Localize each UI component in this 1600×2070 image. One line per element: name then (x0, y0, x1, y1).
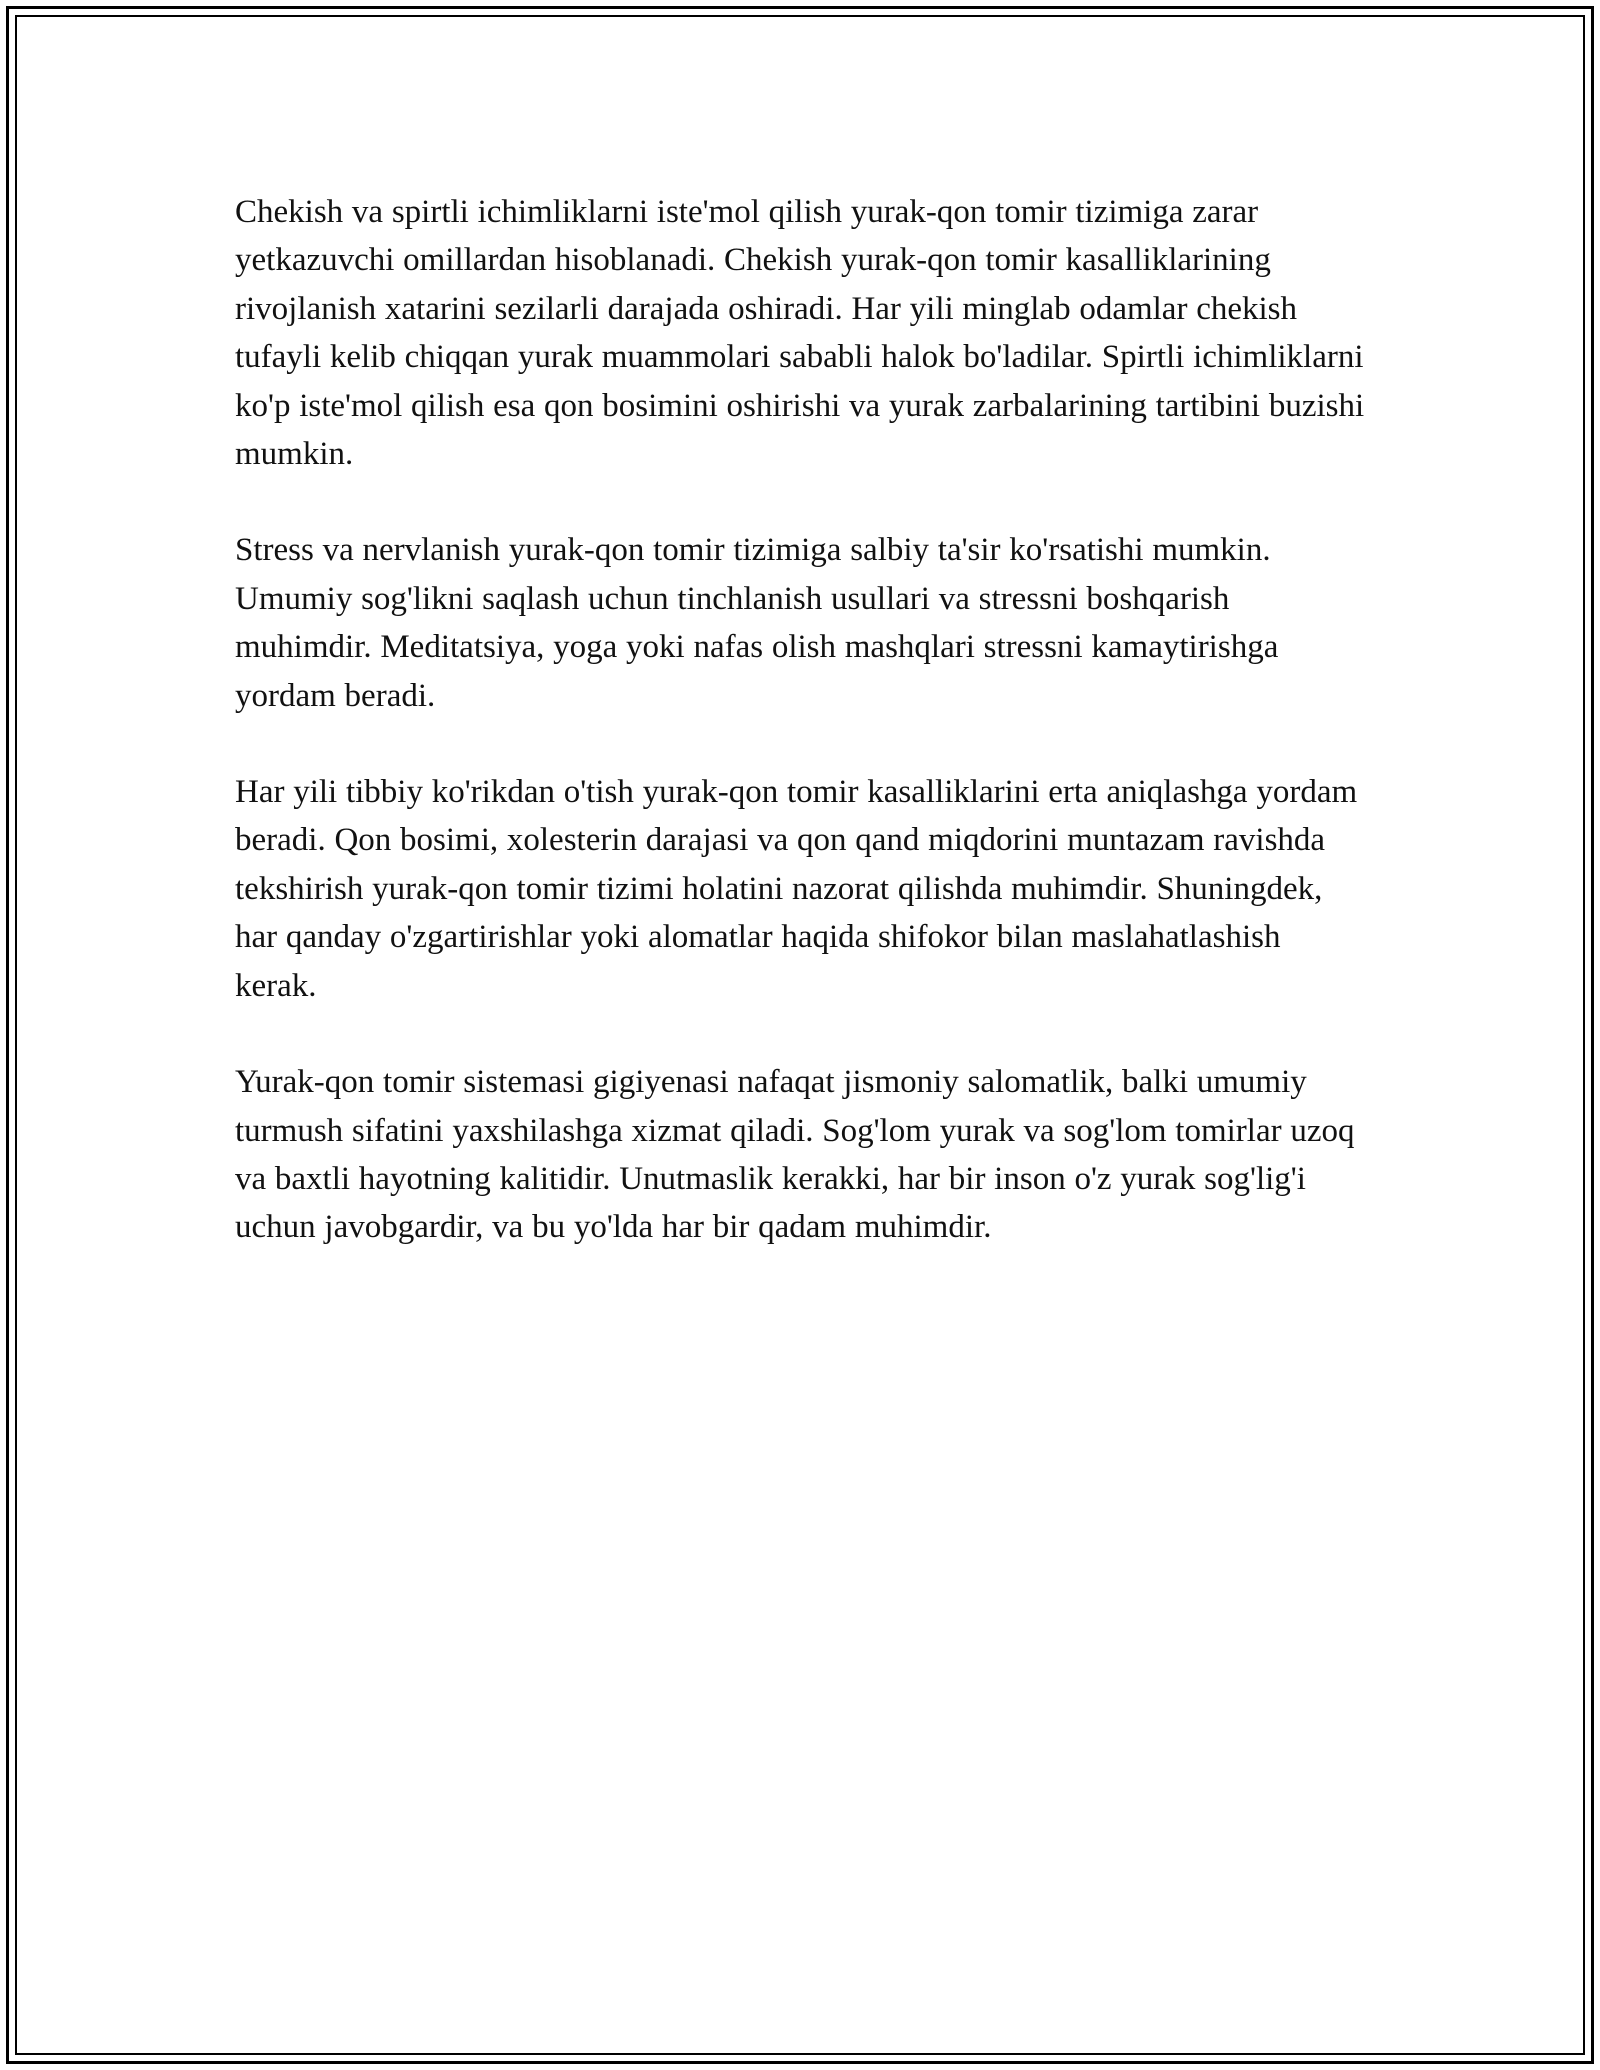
document-body (235, 188, 1365, 1300)
paragraph-stress: Stress va nervlanish yurak-qon tomir tizimiga salbiy ta'sir ko'rsatishi mumkin. Umumiy sog'likni saqlash uchun tinchlanish usullari va stressni boshqarish muhimdir. Meditatsiya, yoga yoki nafas olish mashqlari stressni kamaytirishga yordam beradi. (235, 532, 1279, 714)
paragraph-conclusion: Yurak-qon tomir sistemasi gigiyenasi nafaqat jismoniy salomatlik, balki umumiy turmush sifatini yaxshilashga xizmat qiladi. Sog'lom yurak va sog'lom tomirlar uzoq va baxtli hayotning kalitidir. Unutmaslik kerakki, har bir inson o'z yurak sog'lig'i uchun javobgardir, va bu yo'lda har bir qadam muhimdir. (235, 1064, 1355, 1246)
paragraph-smoking-alcohol: Chekish va spirtli ichimliklarni iste'mol qilish yurak-qon tomir tizimiga zarar yetkazuvchi omillardan hisoblanadi. Chekish yurak-qon tomir kasalliklarining rivojlanish xatarini sezilarli darajada oshiradi. Har yili minglab odamlar chekish tufayli kelib chiqqan yurak muammolari sababli halok bo'ladilar. Spirtli ichimliklarni ko'p iste'mol qilish esa qon bosimini oshirishi va yurak zarbalarining tartibini buzishi mumkin. (235, 194, 1365, 473)
paragraph-medical-checkup: Har yili tibbiy ko'rikdan o'tish yurak-qon tomir kasalliklarini erta aniqlashga yordam beradi. Qon bosimi, xolesterin darajasi va qon qand miqdorini muntazam ravishda tekshirish yurak-qon tomir tizimi holatini nazorat qilishda muhimdir. Shuningdek, har qanday o'zgartirishlar yoki alomatlar haqida shifokor bilan maslahatlashish kerak. (235, 774, 1358, 1004)
